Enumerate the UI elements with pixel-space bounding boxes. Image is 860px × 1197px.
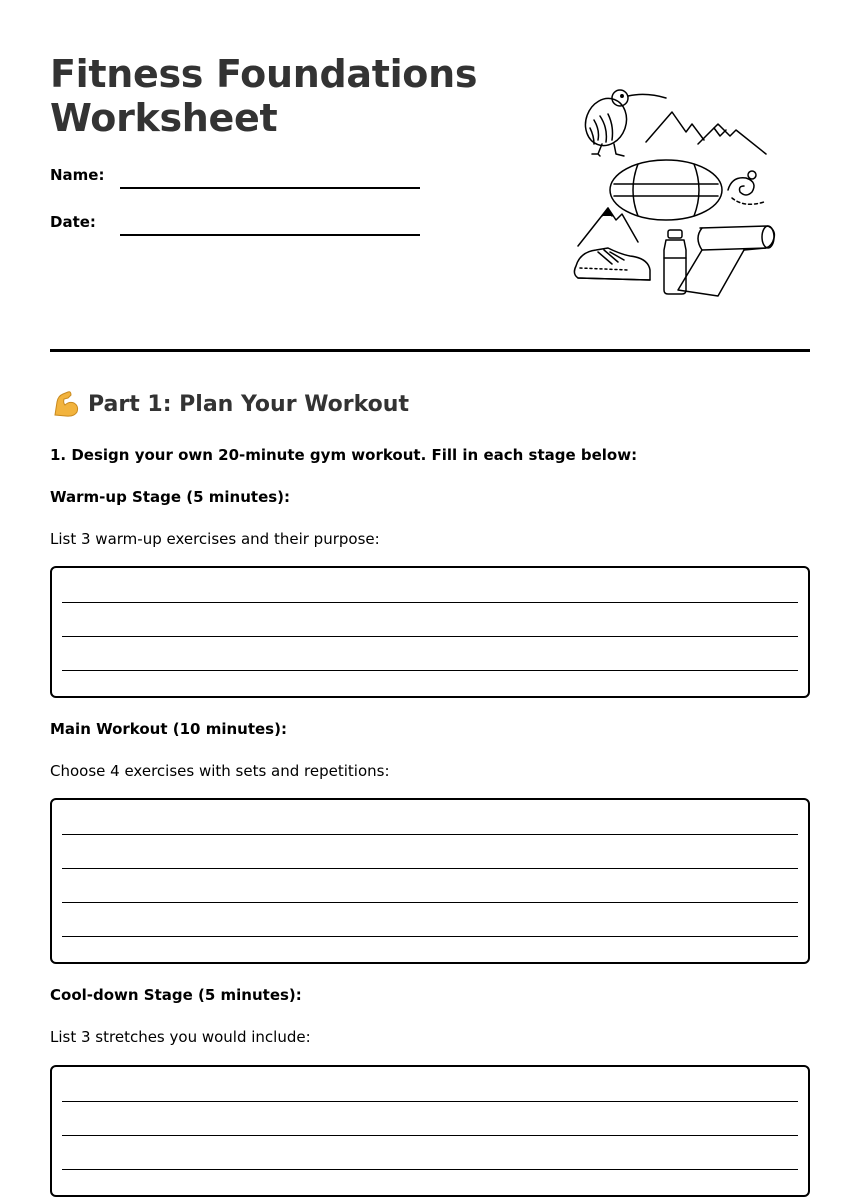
answer-line xyxy=(62,834,798,835)
name-field[interactable] xyxy=(120,187,420,189)
water-bottle-icon xyxy=(664,230,686,294)
date-field[interactable] xyxy=(120,234,420,236)
answer-line xyxy=(62,868,798,869)
main-workout-prompt: Choose 4 exercises with sets and repetitions: xyxy=(50,762,390,780)
main-workout-label: Main Workout (10 minutes): xyxy=(50,720,287,738)
title-line-2: Worksheet xyxy=(50,96,278,140)
warmup-prompt: List 3 warm-up exercises and their purpose: xyxy=(50,530,380,548)
part1-heading-text: Part 1: Plan Your Workout xyxy=(88,391,409,417)
answer-line xyxy=(62,636,798,637)
answer-line xyxy=(62,936,798,937)
answer-line xyxy=(62,670,798,671)
wave-icon xyxy=(728,171,764,204)
cooldown-label: Cool-down Stage (5 minutes): xyxy=(50,986,302,1004)
warmup-label: Warm-up Stage (5 minutes): xyxy=(50,488,291,506)
part1-heading xyxy=(50,389,409,419)
flexed-biceps-icon xyxy=(50,389,80,419)
question-1: 1. Design your own 20-minute gym workout. Fill in each stage below: xyxy=(50,446,638,464)
worksheet-title xyxy=(50,52,477,140)
warmup-answer-box[interactable] xyxy=(50,566,810,698)
main-workout-answer-box[interactable] xyxy=(50,798,810,964)
answer-line xyxy=(62,602,798,603)
section-divider xyxy=(50,349,810,352)
answer-line xyxy=(62,1169,798,1170)
fitness-illustration xyxy=(568,80,788,300)
kiwi-bird-icon xyxy=(579,90,666,156)
name-label: Name: xyxy=(50,166,105,184)
cooldown-answer-box[interactable] xyxy=(50,1065,810,1197)
rugby-ball-icon xyxy=(610,160,722,220)
yoga-mat-icon xyxy=(678,226,774,296)
answer-line xyxy=(62,1101,798,1102)
answer-line xyxy=(62,1135,798,1136)
mountains-icon xyxy=(646,112,766,154)
title-line-1: Fitness Foundations xyxy=(50,52,478,96)
date-label: Date: xyxy=(50,213,96,231)
sneaker-icon xyxy=(574,248,650,280)
cooldown-prompt: List 3 stretches you would include: xyxy=(50,1028,311,1046)
answer-line xyxy=(62,902,798,903)
